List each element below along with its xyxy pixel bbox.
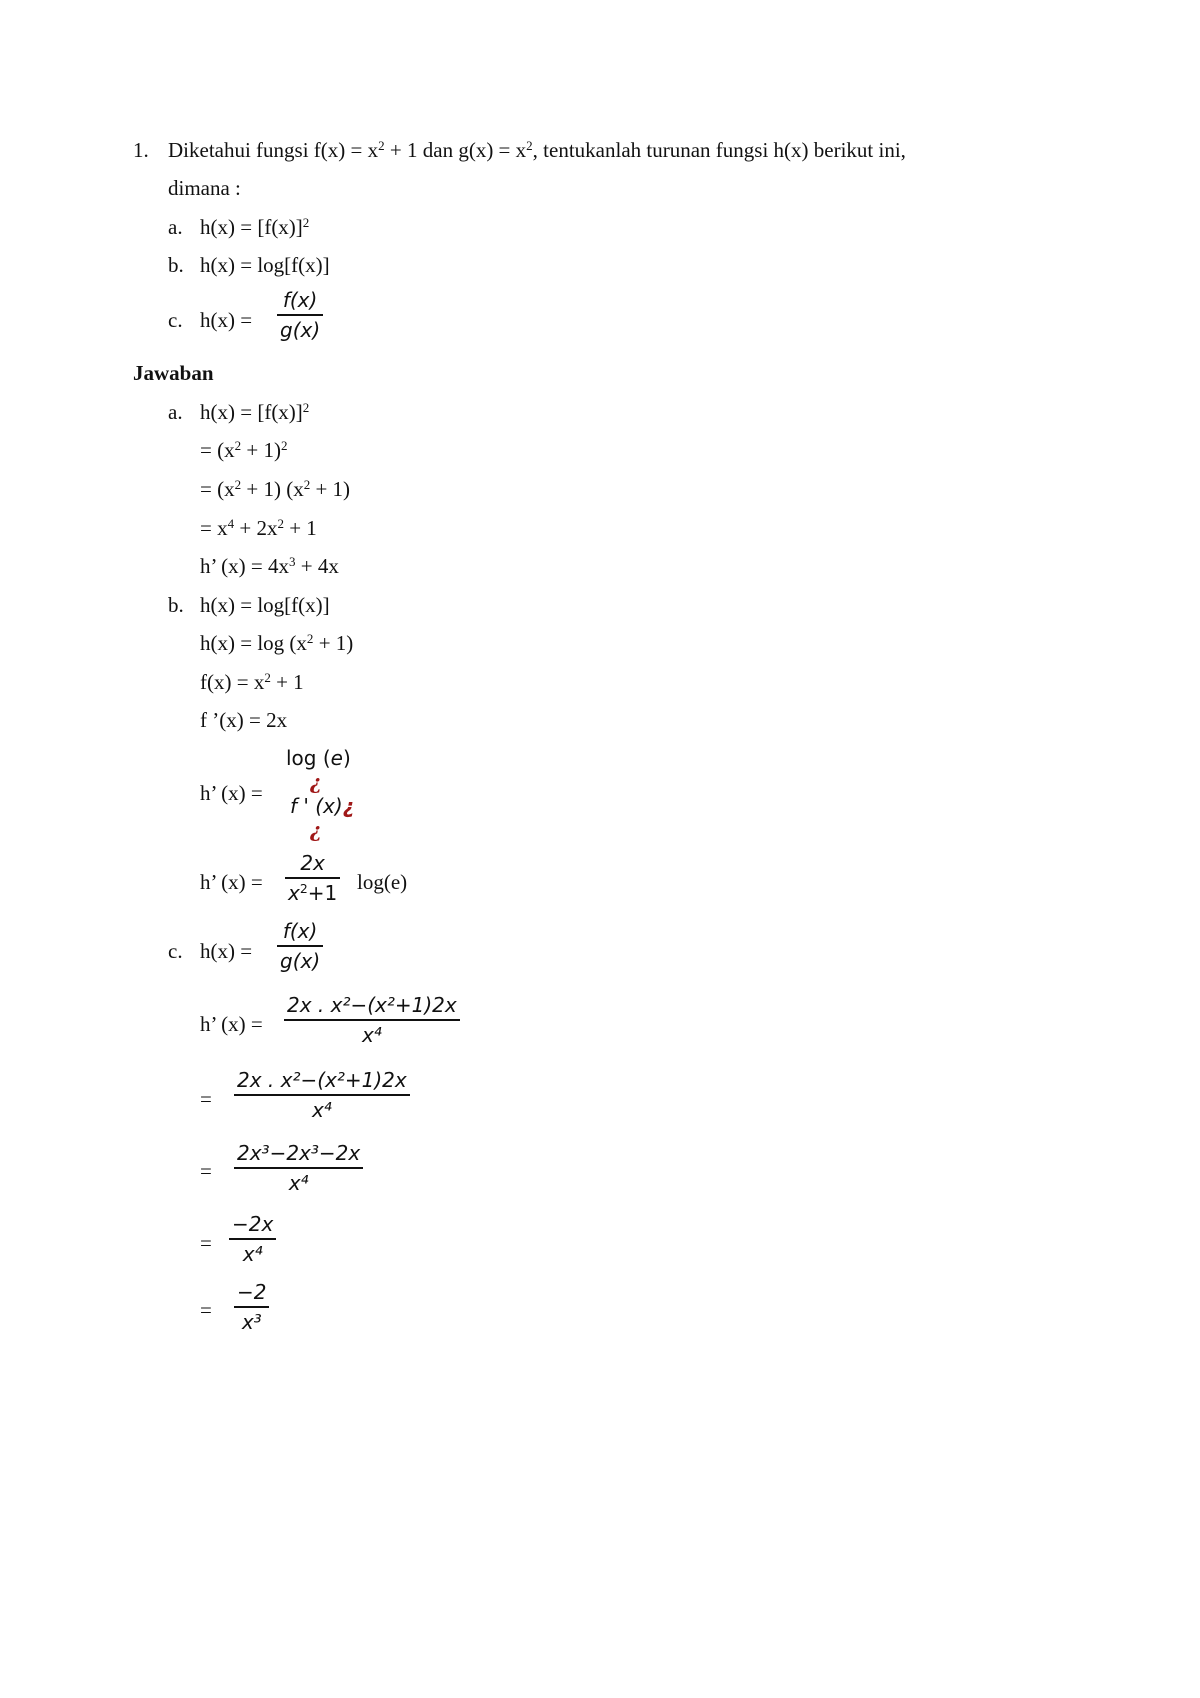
answer-c-line1-lhs: h(x) = bbox=[200, 939, 253, 963]
answer-a-line4: = $x^4 + 2x^2 + 1$ bbox=[200, 515, 317, 540]
equals-sign: = bbox=[200, 1231, 212, 1255]
answer-b-line5-lhs: h’ (x) = bbox=[200, 781, 263, 805]
answer-b-line1: h(x) = log[f(x)] bbox=[200, 593, 330, 617]
item-a-label: a. bbox=[168, 215, 183, 239]
error-glyph: ¿ bbox=[310, 770, 322, 794]
fraction-numerator: 2x . x²−(x²+1)2x bbox=[237, 1068, 407, 1092]
answer-b-line6-fraction bbox=[285, 853, 340, 903]
item-c-label: c. bbox=[168, 308, 183, 332]
fraction-numerator: f(x) bbox=[282, 288, 318, 312]
equals-sign: = bbox=[200, 1159, 212, 1183]
answer-c-label: c. bbox=[168, 939, 183, 963]
answer-a-line1: $h(x) = [f(x)]^2$ bbox=[200, 399, 310, 424]
fraction-denominator: x⁴ bbox=[311, 1097, 332, 1122]
question-continuation: dimana : bbox=[168, 176, 241, 200]
fraction-numerator: 2x . x²−(x²+1)2x bbox=[287, 993, 457, 1017]
answer-b-line4: f ’(x) = 2x bbox=[200, 708, 288, 732]
answer-c-fraction-1 bbox=[284, 995, 460, 1045]
answer-heading: Jawaban bbox=[133, 361, 214, 385]
answer-b-line3: $f(x) = x^2 + 1$ bbox=[200, 669, 304, 694]
fraction-denominator: g(x) bbox=[280, 948, 321, 973]
item-a-text: $h(x) = [f(x)]^2$ bbox=[200, 214, 310, 239]
answer-c-line1-fraction bbox=[277, 921, 323, 971]
answer-c-fraction-2 bbox=[234, 1070, 410, 1120]
fraction-denominator: x⁴ bbox=[242, 1241, 263, 1266]
fraction-denominator: x⁴ bbox=[288, 1170, 309, 1195]
fraction-denominator: x³ bbox=[241, 1309, 262, 1334]
answer-b-line2: $h(x) = \log (x^2 + 1)$ bbox=[200, 630, 354, 655]
answer-c-fraction-5 bbox=[234, 1282, 269, 1332]
answer-b-line6-lhs: h’ (x) = bbox=[200, 870, 263, 894]
question-text: Diketahui fungsi $f(x) = x^2 + 1$ dan $g(x) = x^2$, tentukanlah turunan fungsi h(x) berikut ini, bbox=[168, 137, 906, 162]
fraction-denominator: x⁴ bbox=[361, 1022, 382, 1047]
fraction-numerator: f(x) bbox=[282, 919, 318, 943]
item-b-label: b. bbox=[168, 253, 184, 277]
answer-b-label: b. bbox=[168, 593, 184, 617]
fraction-numerator: −2x bbox=[232, 1212, 274, 1236]
answer-a-line5: h’ $(x) = 4x^3 + 4x$ bbox=[200, 553, 339, 578]
broken-fraction-numerator: log (e) bbox=[286, 746, 351, 770]
fraction-numerator: 2x³−2x³−2x bbox=[237, 1141, 361, 1165]
answer-a-line3: = $(x^2 + 1) (x^2 + 1)$ bbox=[200, 476, 351, 501]
fraction-numerator: −2 bbox=[237, 1280, 267, 1304]
item-c-text: h(x) = bbox=[200, 308, 253, 332]
fraction-denominator: g(x) bbox=[280, 317, 321, 342]
fraction-numerator: 2x bbox=[300, 851, 325, 875]
broken-fraction-middle: f ' (x)¿ bbox=[290, 794, 355, 818]
item-b-text: h(x) = log[f(x)] bbox=[200, 253, 330, 277]
equals-sign: = bbox=[200, 1298, 212, 1322]
item-c-fraction bbox=[277, 290, 323, 340]
answer-b-line6-tail: log(e) bbox=[357, 870, 408, 894]
answer-c-fraction-4 bbox=[229, 1214, 276, 1264]
error-glyph: ¿ bbox=[310, 818, 322, 842]
answer-c-fraction-3 bbox=[234, 1143, 363, 1193]
answer-a-line2: = $(x^2 + 1)^2$ bbox=[200, 437, 288, 462]
equals-sign: = bbox=[200, 1087, 212, 1111]
fraction-denominator: $x^2+1$ bbox=[288, 880, 338, 905]
question-number: 1. bbox=[133, 138, 149, 162]
answer-a-label: a. bbox=[168, 400, 183, 424]
answer-c-line2-lhs: h’ (x) = bbox=[200, 1012, 263, 1036]
